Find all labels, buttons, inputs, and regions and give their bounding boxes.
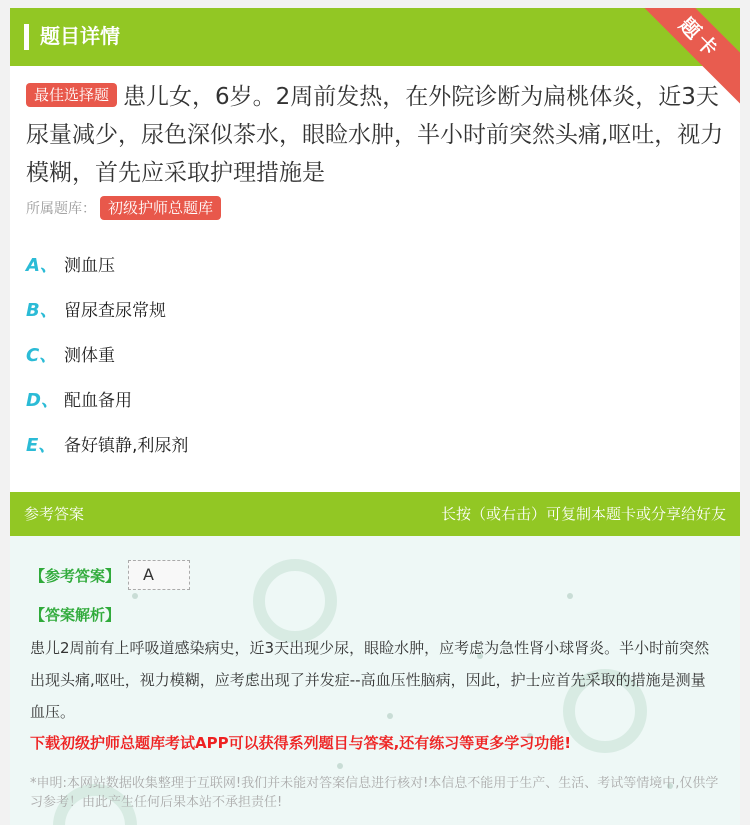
- page-title: 题目详情: [40, 24, 120, 48]
- header-accent-bar: [24, 24, 29, 50]
- question-type-badge: 最佳选择题: [26, 83, 117, 107]
- option-e[interactable]: [26, 421, 724, 466]
- source-label: 所属题库：: [26, 201, 96, 217]
- option-text: 测体重: [64, 346, 115, 366]
- option-text: 留尿查尿常规: [64, 301, 166, 321]
- app-download-promo[interactable]: 下载初级护师总题库考试APP可以获得系列题目与答案,还有练习等更多学习功能!: [30, 734, 572, 752]
- option-text: 备好镇静,利尿剂: [64, 436, 189, 456]
- option-b[interactable]: [26, 286, 724, 331]
- card-header: [10, 8, 740, 66]
- analysis-text: 患儿2周前有上呼吸道感染病史，近3天出现少尿，眼睑水肿，应考虑为急性肾小球肾炎。半小时前突然出现头痛,呕吐，视力模糊，应考虑出现了并发症--高血压性脑病，因此，护士应首先采取的措施是测量血压。: [30, 639, 710, 721]
- source-tag[interactable]: 初级护师总题库: [100, 196, 221, 220]
- options-list: [10, 221, 740, 466]
- option-text: 配血备用: [64, 391, 132, 411]
- option-letter: E、: [26, 434, 57, 456]
- option-letter: D、: [26, 389, 59, 411]
- option-d[interactable]: [26, 376, 724, 421]
- answer-bar: [10, 492, 740, 536]
- reference-answer: [30, 560, 190, 590]
- analysis-label: 【答案解析】: [30, 606, 121, 624]
- reference-answer-label: 【参考答案】: [30, 566, 121, 585]
- question-card-ribbon[interactable]: 题卡: [631, 8, 740, 107]
- option-a[interactable]: [26, 241, 724, 286]
- question-stem: [10, 66, 740, 192]
- question-card: [10, 8, 740, 825]
- share-hint: 长按（或右击）可复制本题卡或分享给好友: [440, 505, 726, 523]
- reference-answer-value: A: [128, 560, 190, 590]
- option-letter: B、: [26, 299, 58, 321]
- answer-area: [10, 536, 740, 825]
- option-text: 测血压: [64, 256, 115, 276]
- option-letter: A、: [26, 254, 58, 276]
- option-letter: C、: [26, 344, 58, 366]
- option-c[interactable]: [26, 331, 724, 376]
- disclaimer: *申明:本网站数据收集整理于互联网!我们并未能对答案信息进行核对!本信息不能用于生产、生活、考试等情境中,仅供学习参考！由此产生任何后果本站不承担责任!: [30, 776, 719, 810]
- answer-bar-title: 参考答案: [24, 505, 85, 523]
- question-source: [10, 192, 740, 221]
- question-text: 患儿女，6岁。2周前发热，在外院诊断为扁桃体炎，近3天尿量减少，尿色深似茶水，眼睑水肿，半小时前突然头痛,呕吐，视力模糊，首先应采取护理措施是: [26, 84, 724, 186]
